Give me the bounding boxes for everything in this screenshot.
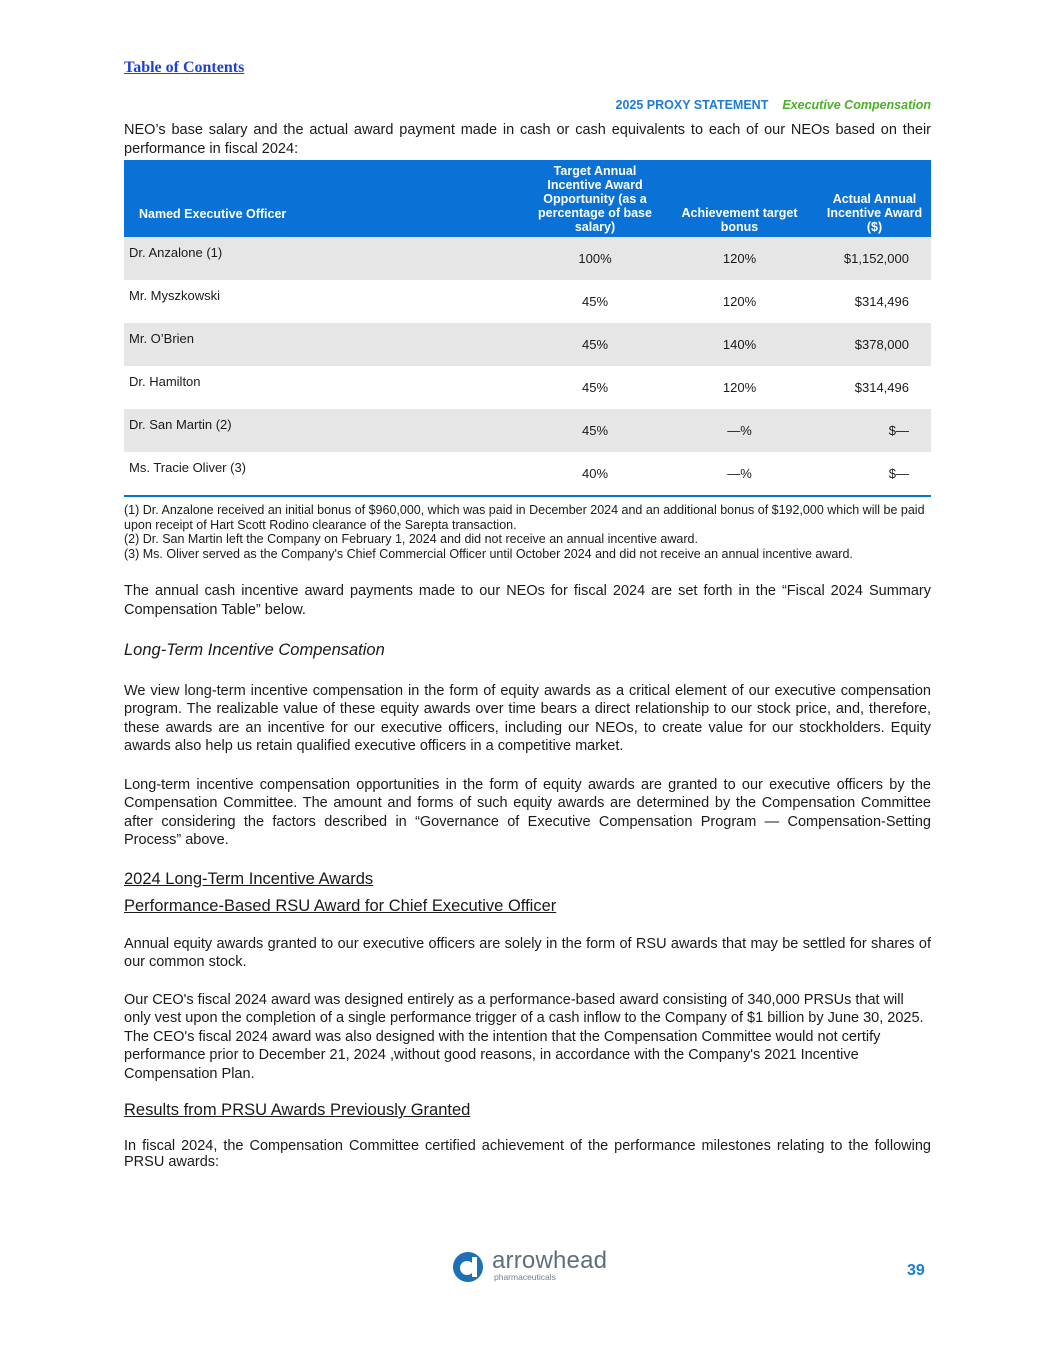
table-footnotes [124,503,931,561]
cell-target: 45% [581,294,609,309]
footnote-2: (2) Dr. San Martin left the Company on February 1, 2024 and did not receive an annual incentive award. [124,532,698,546]
cell-target: 45% [529,409,661,452]
cell-name: Ms. Tracie Oliver (3) [124,452,529,496]
cell-target: 40% [529,452,661,496]
cell-name: Mr. O’Brien [124,323,529,366]
arrowhead-logo [452,1247,608,1284]
cell-name: Dr. San Martin (2) [124,409,529,452]
header-section-title: Executive Compensation [782,98,931,112]
cell-achievement: 120% [661,237,818,280]
ceo-award-paragraph: Our CEO's fiscal 2024 award was designed entirely as a performance-based award consisting of 340,000 PRSUs that will only vest upon the completion of a single performance trigger of a cash inflow to the Company of $1 billion by June 30, 2025. The CEO's fiscal 2024 award was also designed with the intention that the Compensation Committee would not certify performance prior to December 21, 2024 ,without good reasons, in accordance with the Company's 2021 Incentive Compensation Plan. [124,991,924,1082]
page-content [124,121,931,1170]
ltic-paragraph-2: Long-term incentive compensation opportunities in the form of equity awards are granted to our executive officers by the Compensation Committee. The amount and forms of such equity awards are determined by the Compensation Committee after considering the factors described in “Governance of Executive Compensation Program — Compensation-Setting Process” above. [124,776,931,848]
page-number: 39 [907,1262,925,1279]
cell-actual: $314,496 [854,380,909,395]
footnote-1: (1) Dr. Anzalone received an initial bonus of $960,000, which was paid in December 2024 and an additional bonus of $192,000 which will be paid upon receipt of Hart Scott Rodino clearance of the Sarepta transaction. [124,503,925,532]
cell-target: 45% [529,323,661,366]
intro-paragraph: NEO’s base salary and the actual award payment made in cash or cash equivalents to each of our NEOs based on their performance in fiscal 2024: [124,122,931,157]
table-of-contents-link[interactable]: Table of Contents [124,59,245,76]
section-heading-prsu-ceo: Performance-Based RSU Award for Chief Executive Officer [124,897,557,915]
cell-actual: $378,000 [818,323,931,366]
cell-actual: $— [818,409,931,452]
col-header-actual: Actual Annual Incentive Award ($) [818,160,931,237]
cell-name: Dr. Anzalone (1) [124,237,529,280]
cell-actual: $1,152,000 [818,237,931,280]
col-header-achievement: Achievement target bonus [661,160,818,237]
cell-target: 45% [581,380,609,395]
ltic-paragraph-1: We view long-term incentive compensation in the form of equity awards as a critical element of our executive compensation program. The realizable value of these equity awards over time bears a direct relationship to our stock price, and, therefore, these awards are an incentive for our executive officers, including our NEOs, to create value for our stockholders. Equity awards also help us retain qualified executive officers in a competitive market. [124,682,931,754]
col-header-target: Target Annual Incentive Award Opportunity (as a percentage of base salary) [529,160,661,237]
logo-wordmark: arrowhead [492,1247,608,1274]
col-header-name: Named Executive Officer [124,160,529,237]
table-row [124,366,931,409]
cell-achievement: 120% [722,294,757,309]
cell-achievement: —% [661,409,818,452]
table-row [124,323,931,366]
running-header [616,98,931,112]
header-proxy-statement: 2025 PROXY STATEMENT [615,98,769,112]
annual-equity-paragraph: Annual equity awards granted to our executive officers are solely in the form of RSU awards that may be settled for shares of our common stock. [124,935,931,970]
cell-actual: $— [818,452,931,496]
footnote-3: (3) Ms. Oliver served as the Company's Chief Commercial Officer until October 2024 and did not receive an annual incentive award. [124,546,853,561]
table-row [124,280,931,323]
incentive-award-table [124,160,931,497]
cell-achievement: 140% [661,323,818,366]
cell-target: 100% [529,237,661,280]
cell-actual: $314,496 [854,294,909,309]
cell-achievement: 120% [722,380,757,395]
results-paragraph: In fiscal 2024, the Compensation Committee certified achievement of the performance milestones relating to the following PRSU awards: [124,1137,931,1170]
cell-name: Dr. Hamilton [129,374,201,389]
logo-subtext: pharmaceuticals [494,1272,556,1282]
cell-name: Mr. Myszkowski [129,288,220,303]
summary-paragraph: The annual cash incentive award payments made to our NEOs for fiscal 2024 are set forth in the “Fiscal 2024 Summary Compensation Table” below. [124,583,931,618]
section-heading-prsu-results: Results from PRSU Awards Previously Granted [124,1101,471,1119]
table-row [124,409,931,452]
table-row [124,237,931,280]
section-heading-2024-awards: 2024 Long-Term Incentive Awards [124,869,374,888]
table-row [124,452,931,496]
cell-achievement: —% [661,452,818,496]
arrowhead-logo-mark-icon [452,1251,484,1283]
section-heading-ltic: Long-Term Incentive Compensation [124,641,385,659]
